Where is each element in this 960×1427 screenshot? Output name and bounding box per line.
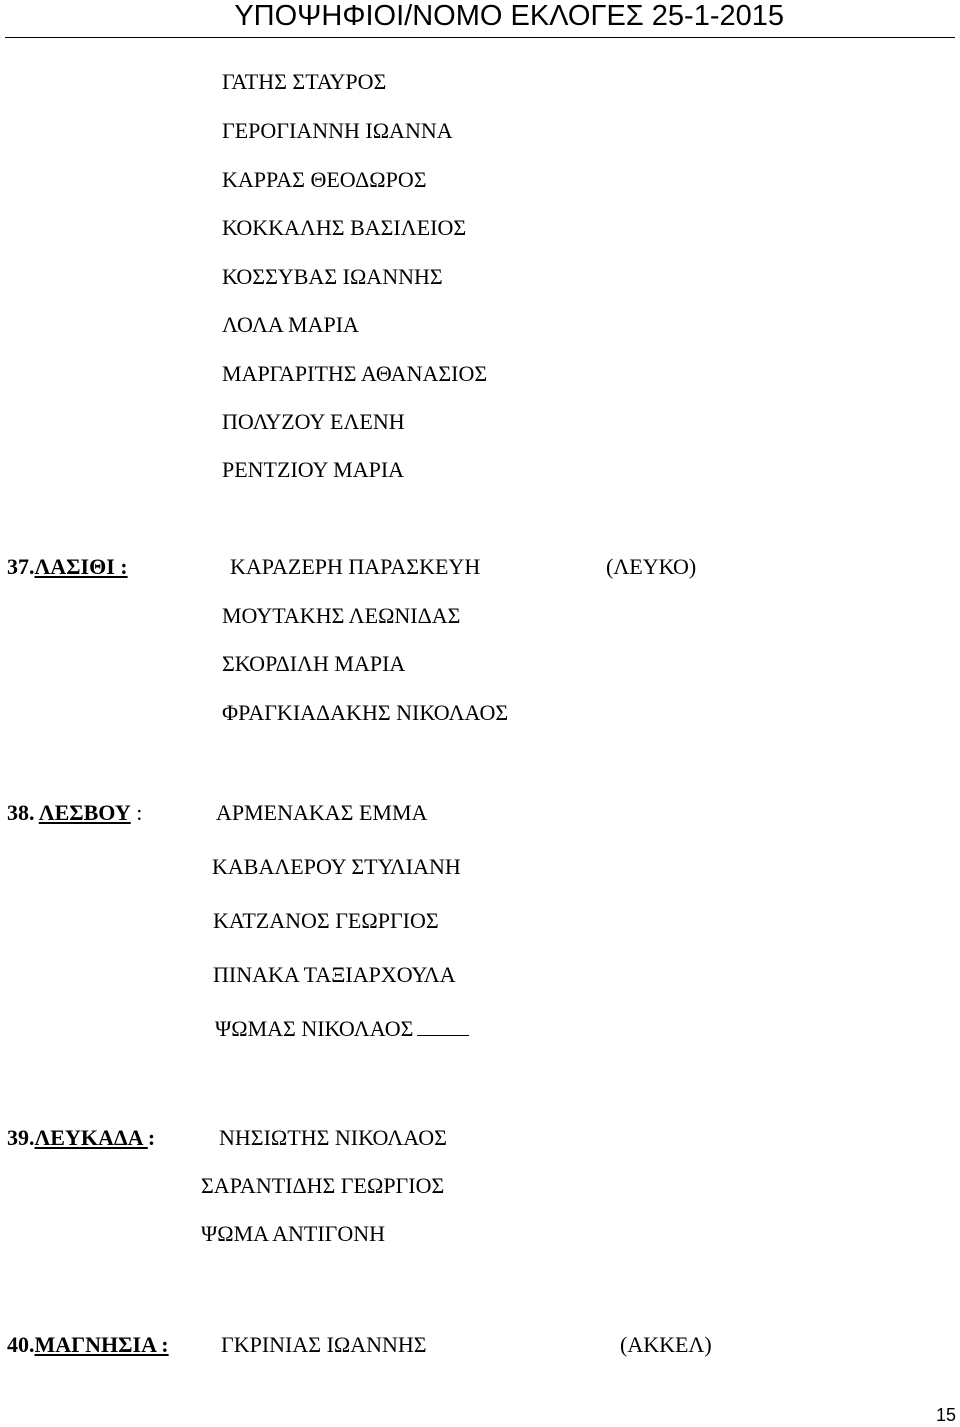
section-colon: : [147, 1125, 156, 1150]
party-note: (ΑΚΚΕΛ) [620, 1332, 712, 1357]
name-line: ΚΑΡΡΑΣ ΘΕΟΔΩΡΟΣ [222, 167, 427, 192]
first-candidate: ΝΗΣΙΩΤΗΣ ΝΙΚΟΛΑΟΣ [219, 1125, 447, 1150]
name-line: ΠΟΛΥΖΟΥ ΕΛΕΝΗ [222, 409, 405, 434]
section-number: 38. [7, 800, 39, 825]
section-heading-lefkada [7, 1125, 155, 1151]
section-number: 37. [7, 554, 35, 579]
page-header-title: ΥΠΟΨΗΦΙΟΙ/ΝΟΜΟ ΕΚΛΟΓΕΣ 25-1-2015 [234, 0, 784, 32]
name-text: ΨΩΜΑΣ ΝΙΚΟΛΑΟΣ [215, 1016, 414, 1041]
page-number: 15 [935, 1405, 956, 1425]
name-line: ΓΑΤΗΣ ΣΤΑΥΡΟΣ [222, 69, 387, 94]
name-line: ΦΡΑΓΚΙΑΔΑΚΗΣ ΝΙΚΟΛΑΟΣ [222, 700, 509, 725]
name-line: ΜΑΡΓΑΡΙΤΗΣ ΑΘΑΝΑΣΙΟΣ [222, 361, 488, 386]
section-number: 40. [7, 1332, 35, 1357]
name-line: ΛΟΛΑ ΜΑΡΙΑ [222, 312, 359, 337]
name-line: ΣΚΟΡΔΙΛΗ ΜΑΡΙΑ [222, 651, 406, 676]
name-line: ΣΑΡΑΝΤΙΔΗΣ ΓΕΩΡΓΙΟΣ [201, 1173, 445, 1198]
name-line: ΚΑΤΖΑΝΟΣ ΓΕΩΡΓΙΟΣ [213, 908, 439, 933]
name-line: ΠΙΝΑΚΑ ΤΑΞΙΑΡΧΟΥΛΑ [213, 962, 456, 987]
section-label: ΜΑΓΝΗΣΙΑ : [34, 1332, 169, 1357]
section-number: 39. [7, 1125, 35, 1150]
name-line-with-blank [215, 1016, 469, 1042]
name-line: ΜΟΥΤΑΚΗΣ ΛΕΩΝΙΔΑΣ [222, 603, 461, 628]
name-line: ΚΟΣΣΥΒΑΣ ΙΩΑΝΝΗΣ [222, 264, 443, 289]
section-heading-lasithi [7, 554, 128, 580]
section-label: ΛΑΣΙΘΙ : [34, 554, 128, 579]
header-rule [5, 37, 955, 38]
name-line: ΚΑΒΑΛΕΡΟΥ ΣΤΥΛΙΑΝΗ [212, 854, 461, 879]
section-label: ΛΕΥΚΑΔΑ [34, 1125, 148, 1150]
party-note: (ΛΕΥΚΟ) [606, 554, 697, 579]
blank-underline [417, 1017, 469, 1036]
section-heading-magnisia [7, 1332, 169, 1358]
first-candidate: ΑΡΜΕΝΑΚΑΣ ΕΜΜΑ [216, 800, 428, 825]
section-heading-lesvos [7, 800, 142, 826]
first-candidate: ΚΑΡΑΖΕΡΗ ΠΑΡΑΣΚΕΥΗ [230, 554, 481, 579]
first-candidate: ΓΚΡΙΝΙΑΣ ΙΩΑΝΝΗΣ [221, 1332, 427, 1357]
section-colon: : [130, 800, 143, 825]
section-label: ΛΕΣΒΟΥ [38, 800, 131, 825]
name-line: ΓΕΡΟΓΙΑΝΝΗ ΙΩΑΝΝΑ [222, 118, 453, 143]
name-line: ΨΩΜΑ ΑΝΤΙΓΟΝΗ [201, 1221, 386, 1246]
name-line: ΡΕΝΤΖΙΟΥ ΜΑΡΙΑ [222, 457, 405, 482]
name-line: ΚΟΚΚΑΛΗΣ ΒΑΣΙΛΕΙΟΣ [222, 215, 467, 240]
